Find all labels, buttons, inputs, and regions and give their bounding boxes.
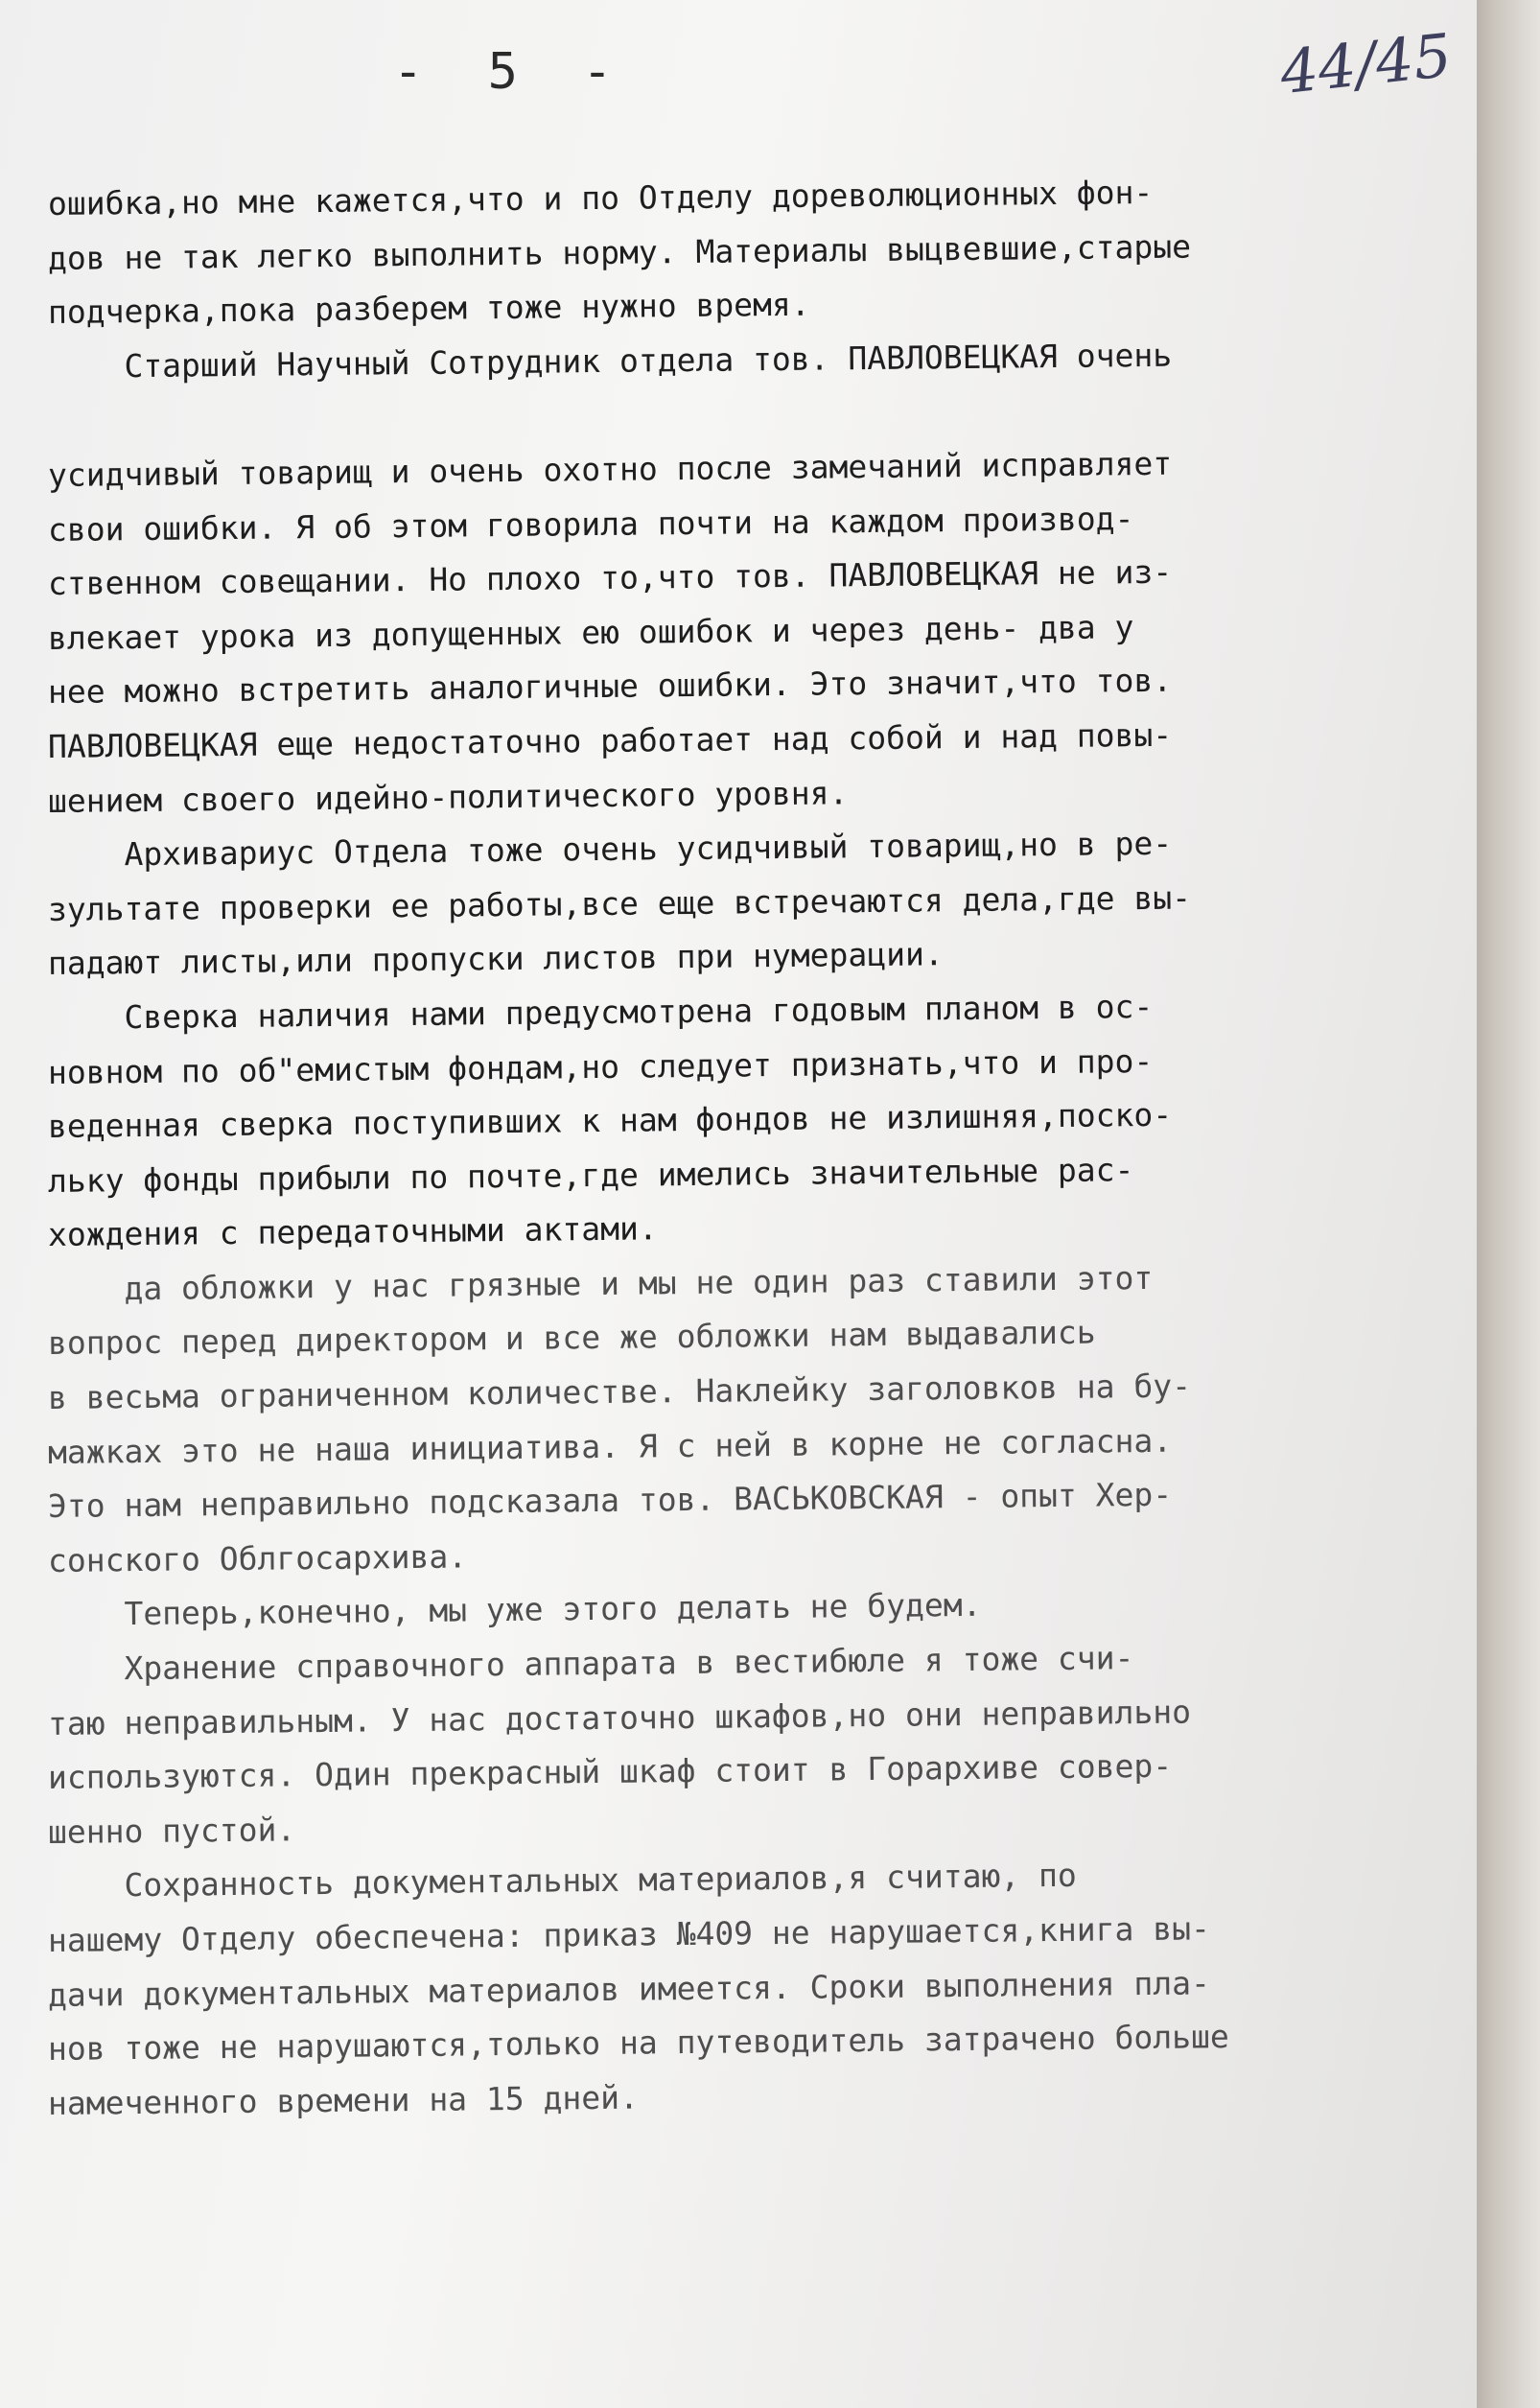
text-line: нашему Отделу обеспечена: приказ №409 не нарушается,книга вы-	[47, 1909, 1211, 1959]
page-shadow-edge	[1477, 0, 1540, 2408]
text-line: усидчивый товарищ и очень охотно после замечаний исправляет	[47, 444, 1173, 494]
text-line: шенно пустой.	[47, 1811, 296, 1851]
text-line: Старший Научный Сотрудник отдела тов. ПАВЛОВЕЦКАЯ очень	[47, 336, 1173, 386]
text-line: мажках это не наша инициатива. Я с ней в корне не согласна.	[47, 1421, 1173, 1471]
text-line: ошибка,но мне кажется,что и по Отделу дореволюционных фон-	[47, 173, 1154, 222]
text-line: Сверка наличия нами предусмотрена годовым планом в ос-	[47, 987, 1154, 1037]
text-line: дов не так легко выполнить норму. Материалы выцвевшие,старые	[47, 227, 1192, 277]
text-line: Хранение справочного аппарата в вестибюле я тоже счи-	[47, 1639, 1134, 1689]
text-line: веденная сверка поступивших к нам фондов не излишняя,поско-	[47, 1095, 1173, 1146]
page-number: - 5 -	[393, 43, 630, 101]
text-line: свои ошибки. Я об этом говорила почти на каждом производ-	[47, 499, 1134, 549]
text-line: Архивариус Отдела тоже очень усидчивый товарищ,но в ре-	[47, 824, 1173, 875]
text-line: вопрос перед директором и все же обложки нам выдавались	[47, 1314, 1096, 1363]
text-line: используются. Один прекрасный шкаф стоит в Горархиве совер-	[47, 1746, 1173, 1797]
typewritten-text	[47, 173, 1477, 2131]
archive-folio-mark: 44/45	[1276, 19, 1456, 108]
text-line: падают листы,или пропуски листов при нумерации.	[47, 935, 944, 983]
text-line: новном по об"емистым фондам,но следует признать,что и про-	[47, 1041, 1154, 1091]
text-line: нее можно встретить аналогичные ошибки. Это значит,что тов.	[47, 662, 1173, 712]
text-line: сонского Облгосархива.	[47, 1537, 468, 1579]
text-line: намеченного времени на 15 дней.	[47, 2078, 640, 2122]
text-line: льку фонды прибыли по почте,где имелись значительные рас-	[47, 1150, 1134, 1200]
text-line: таю неправильным. У нас достаточно шкафов,но они неправильно	[47, 1693, 1192, 1742]
text-line: шением своего идейно-политического уровня.	[47, 773, 849, 820]
text-line: зультате проверки ее работы,все еще встречаются дела,где вы-	[47, 878, 1192, 928]
text-line: Это нам неправильно подсказала тов. ВАСЬКОВСКАЯ - опыт Хер-	[47, 1475, 1173, 1526]
text-line: да обложки у нас грязные и мы не один раз ставили этот	[47, 1258, 1154, 1308]
text-line: Теперь,конечно, мы уже этого делать не будем.	[47, 1586, 982, 1634]
text-line: Сохранность документальных материалов,я считаю, по	[47, 1857, 1077, 1905]
text-line: нов тоже не нарушаются,только на путеводитель затрачено больше	[47, 2018, 1229, 2069]
text-line: подчерка,пока разберем тоже нужно время.	[47, 285, 810, 332]
text-line: влекает урока из допущенных ею ошибок и через день- два у	[47, 607, 1134, 657]
text-line: хождения с передаточными актами.	[47, 1209, 658, 1254]
text-line: дачи документальных материалов имеется. Сроки выполнения пла-	[47, 1963, 1211, 2014]
text-line: ПАВЛОВЕЦКАЯ еще недостаточно работает над собой и над повы-	[47, 715, 1173, 765]
text-line: ственном совещании. Но плохо то,что тов. ПАВЛОВЕЦКАЯ не из-	[47, 552, 1173, 603]
text-line: в весьма ограниченном количестве. Наклейку заголовков на бу-	[47, 1367, 1192, 1417]
